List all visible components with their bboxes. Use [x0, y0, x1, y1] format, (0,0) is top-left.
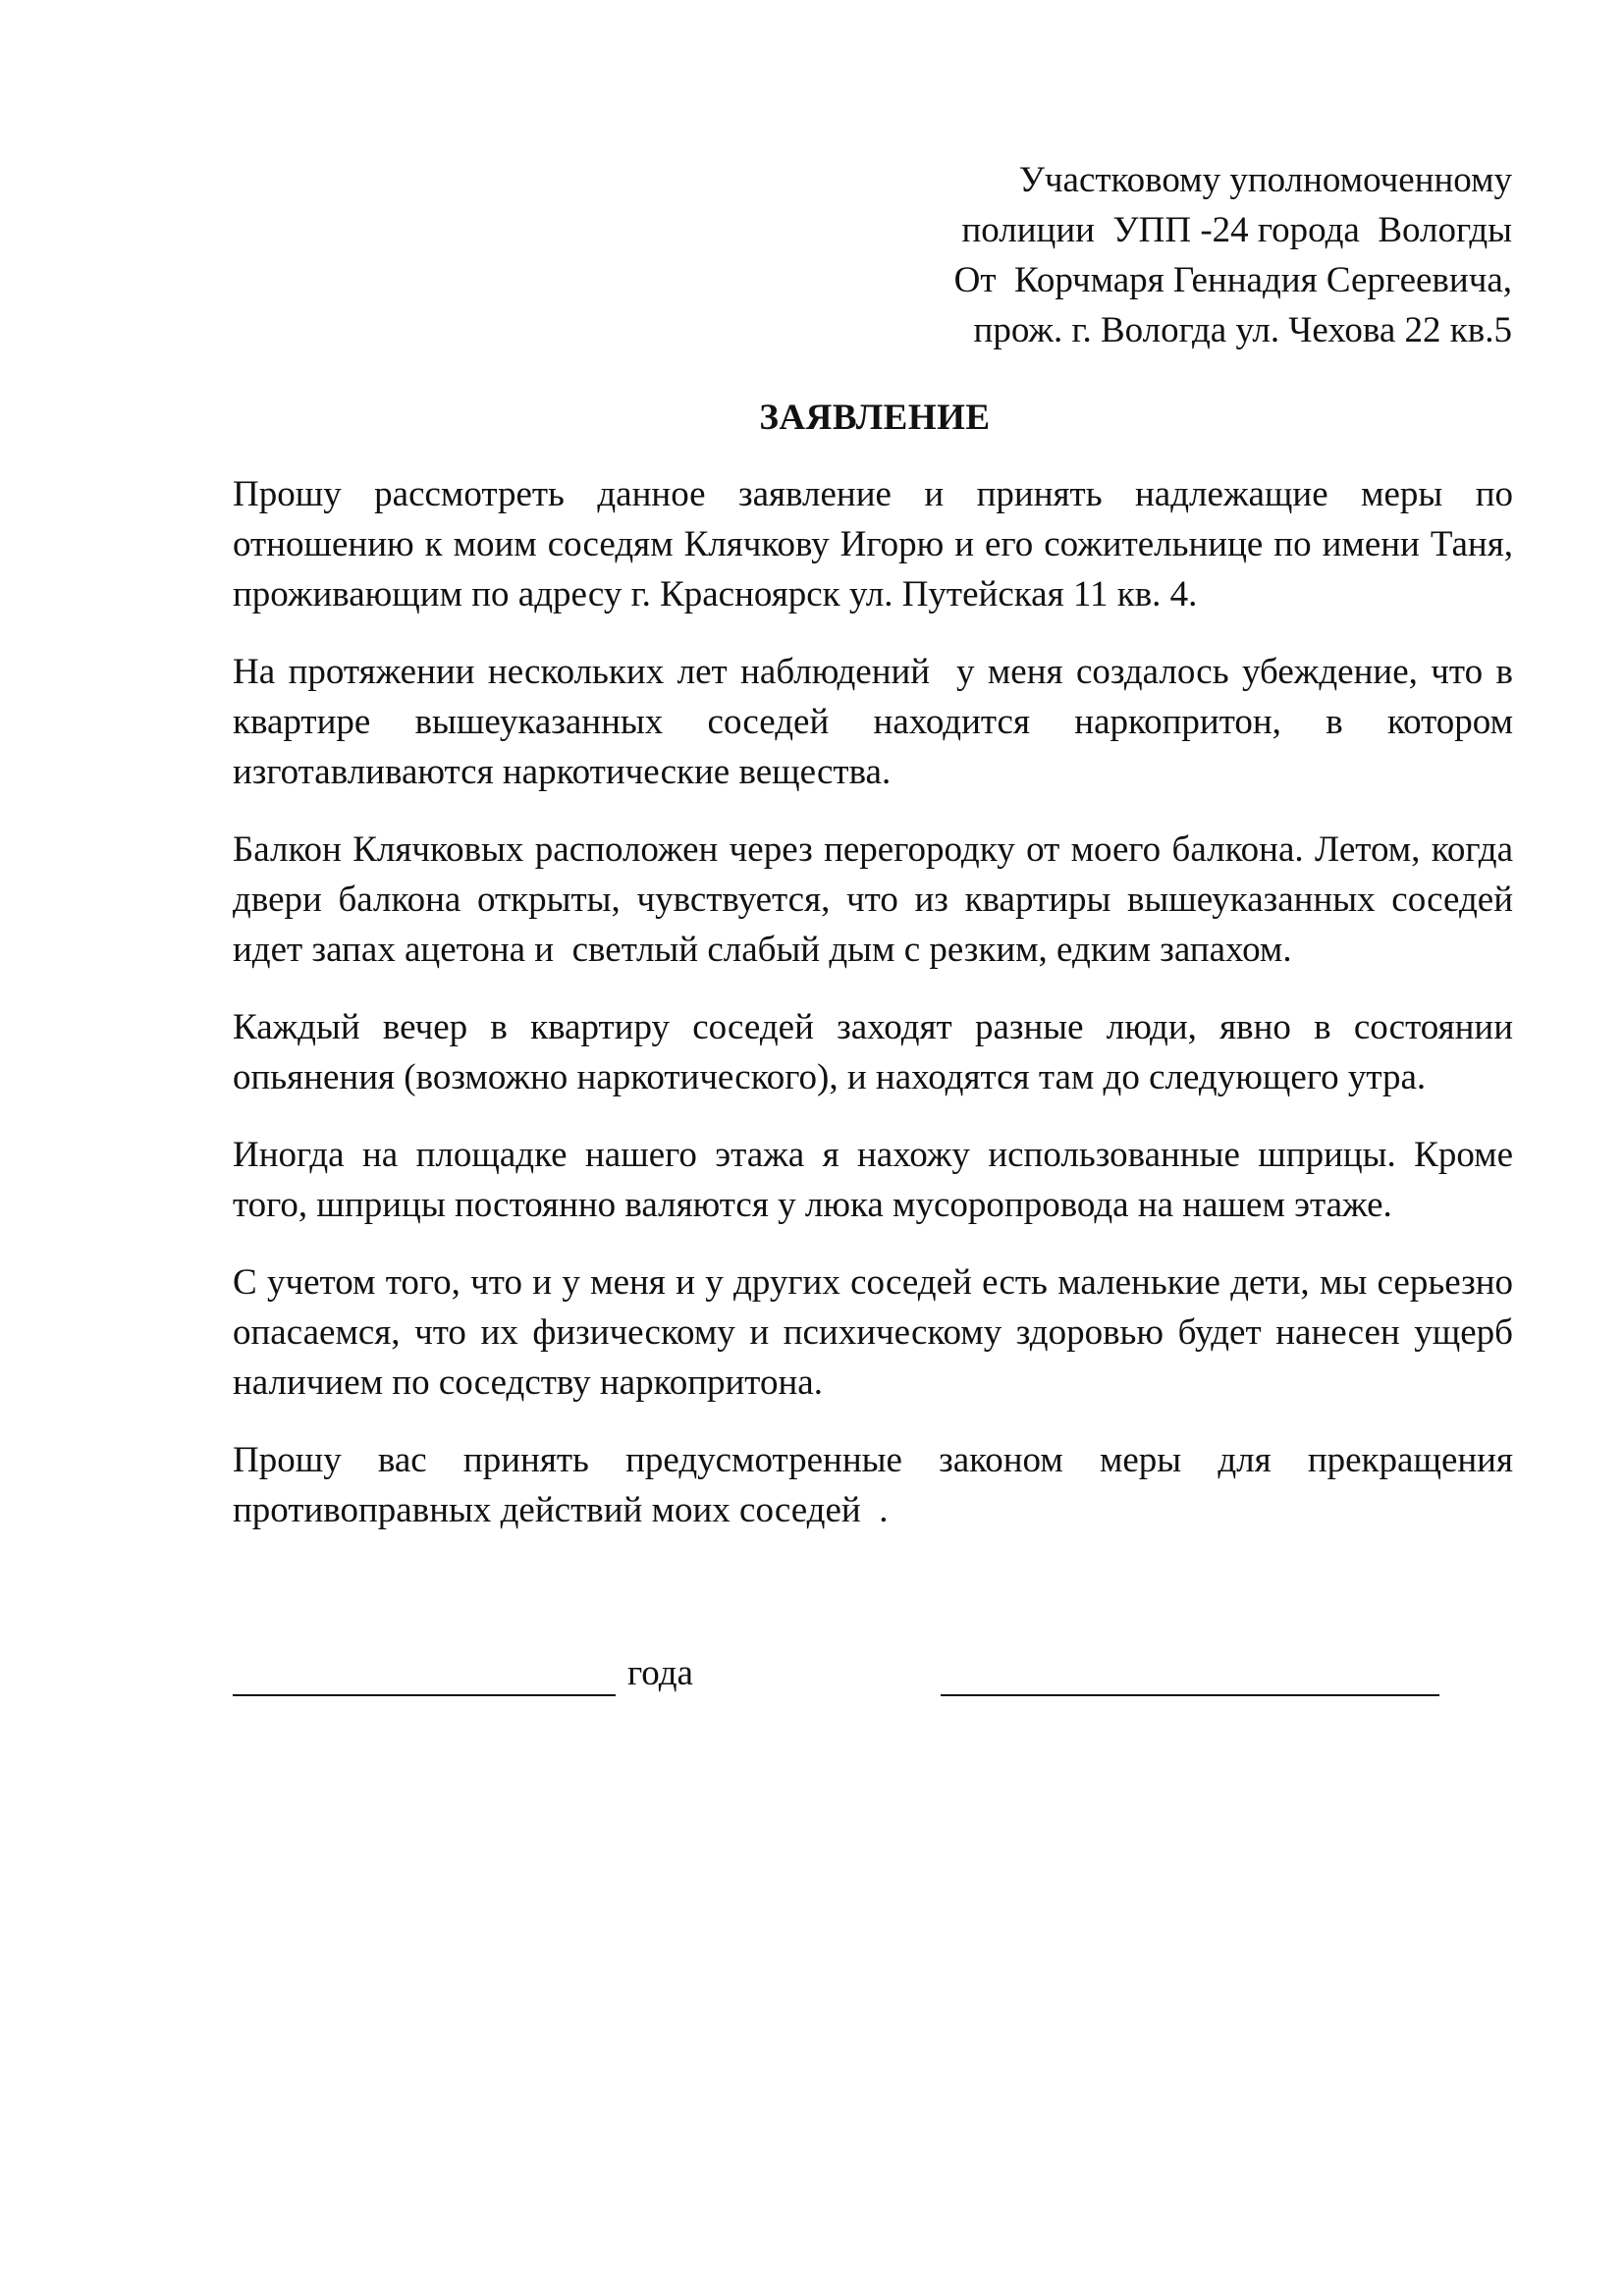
sender-line: От Корчмаря Геннадия Сергеевича,: [953, 260, 1512, 300]
document-body: [233, 469, 1523, 1563]
body-paragraph: Прошу рассмотреть данное заявление и принять надлежащие меры по отношению к моим соседям Клячкову Игорю и его сожительнице по имени Таня, проживающим по адресу г. Красноярск ул. Путейская 11 кв. 4.: [233, 474, 1523, 614]
signature-blank-line: [941, 1694, 1439, 1696]
body-paragraph: Балкон Клячковых расположен через перегородку от моего балкона. Летом, когда двери балкона открыты, чувствуется, что из квартиры вышеуказанных соседей идет запах ацетона и светлый слабый дым с резким, едким запахом.: [233, 829, 1523, 970]
addressee-line: полиции УПП -24 города Вологды: [961, 210, 1512, 250]
document-title: ЗАЯВЛЕНИЕ: [759, 398, 991, 438]
body-paragraph: С учетом того, что и у меня и у других соседей есть маленькие дети, мы серьезно опасаемся, что их физическому и психическому здоровью будет нанесен ущерб наличием по соседству наркопритона.: [233, 1262, 1523, 1403]
body-paragraph: Иногда на площадке нашего этажа я нахожу использованные шприцы. Кроме того, шприцы постоянно валяются у люка мусоропровода на нашем этаже.: [233, 1135, 1523, 1225]
body-paragraph: Прошу вас принять предусмотренные законом меры для прекращения противоправных действий моих соседей .: [233, 1440, 1523, 1530]
body-paragraph: На протяжении нескольких лет наблюдений у меня создалось убеждение, что в квартире вышеуказанных соседей находится наркопритон, в котором изготавливаются наркотические вещества.: [233, 652, 1523, 792]
date-blank-line: [233, 1694, 616, 1696]
addressee-line: Участковому уполномоченному: [1018, 160, 1512, 200]
addressee-block: [727, 155, 1512, 355]
sender-address-line: прож. г. Вологда ул. Чехова 22 кв.5: [973, 310, 1512, 350]
signature-row: [233, 1649, 1440, 1708]
date-suffix-label: года: [627, 1653, 693, 1693]
body-paragraph: Каждый вечер в квартиру соседей заходят разные люди, явно в состоянии опьянения (возможно наркотического), и находятся там до следующего утра.: [233, 1007, 1523, 1097]
